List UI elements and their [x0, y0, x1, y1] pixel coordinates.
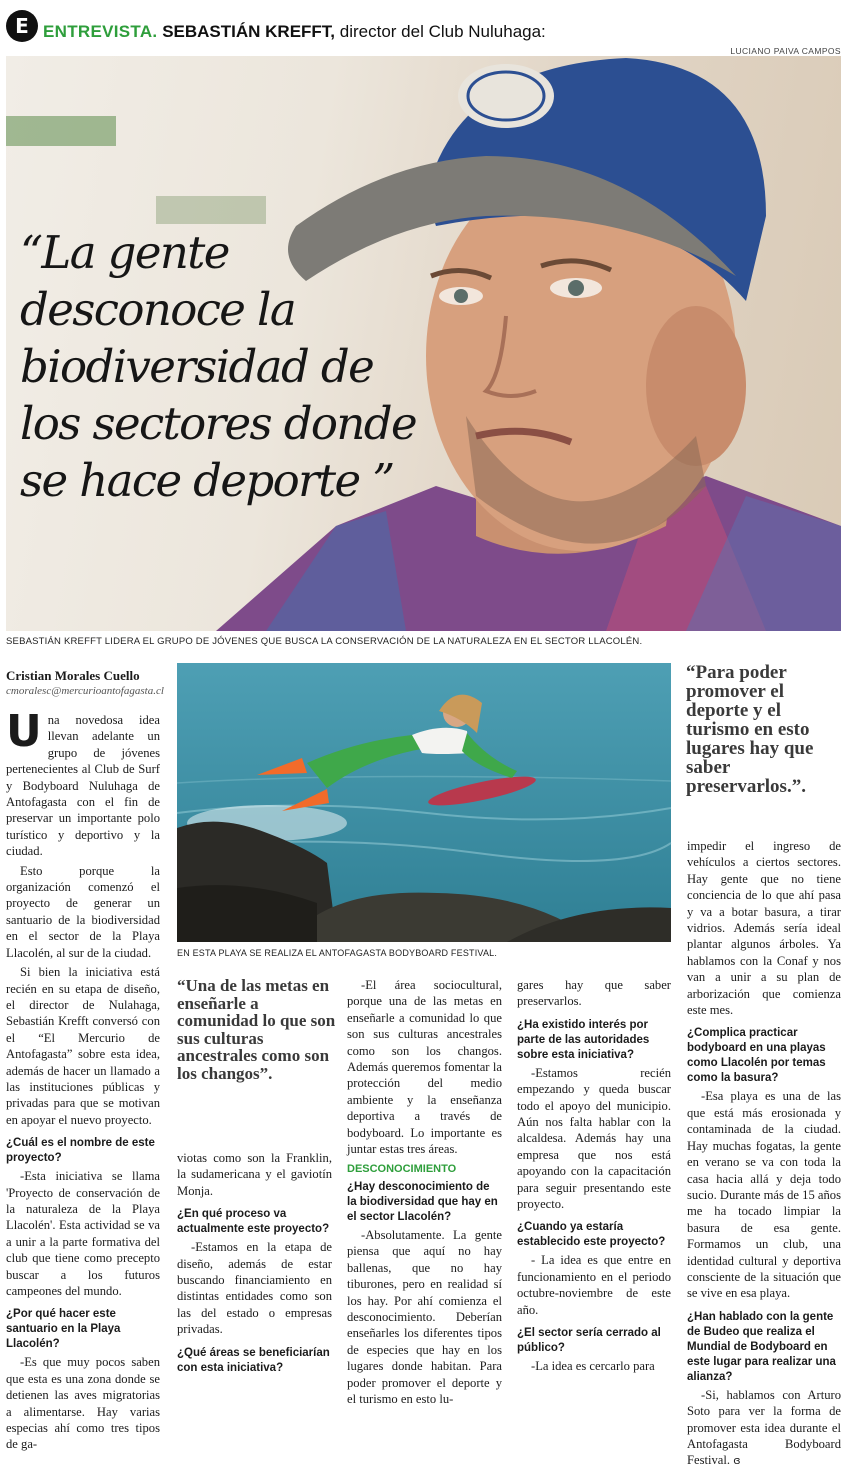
kicker-section: ENTREVISTA. [43, 22, 158, 41]
hero-photo [6, 56, 841, 631]
paragraph: viotas como son la Franklin, la sudamericana y el gaviotín Monja. [177, 1151, 332, 1198]
paragraph: -El área sociocultural, porque una de las metas en enseñarle a comunidad lo que son sus culturas ancestrales como son los changos. Además queremos fomentar la protección del medio ambiente y la enseñanza deportiva a través de bodyboard. Lo importante es juntar estas tres áreas. [347, 978, 502, 1157]
hero-caption: SEBASTIÁN KREFFT LIDERA EL GRUPO DE JÓVENES QUE BUSCA LA CONSERVACIÓN DE LA NATURALEZA EN EL SECTOR LLACOLÉN. [6, 636, 643, 647]
interview-answer: -Estamos en la etapa de diseño, además de estar buscando financiamiento en distintas entidades como son las del estado o empresas privadas. [177, 1240, 332, 1337]
section-badge: E [6, 10, 38, 42]
article-column-1 [6, 706, 160, 1456]
photo-credit: LUCIANO PAIVA CAMPOS [730, 46, 841, 56]
article-column-5 [687, 838, 841, 1473]
article-column-2 [177, 1150, 332, 1378]
pull-quote-middle: “Una de las metas en enseñarle a comunidad lo que son sus culturas ancestrales como son los changos”. [177, 976, 336, 1083]
kicker [43, 22, 546, 42]
headline-line: desconoce la [20, 283, 296, 336]
interview-answer: -Absolutamente. La gente piensa que aquí no hay ballenas, que no hay tiburones, pero en realidad sí los hay. Por ahí comienza el desconocimiento. Deberían enseñarles los diferentes tipos de especies que hay en los lugares donde habitan. Para poder promover el deporte y el turismo en esto lu- [347, 1227, 502, 1406]
interview-answer: -Es que muy pocos saben que esta es una zona donde se detienen las aves migratorias a alimentarse. Hay varias especias ahí como tres tipos de ga- [6, 1355, 160, 1452]
interview-question: ¿Cuál es el nombre de este proyecto? [6, 1137, 155, 1165]
article-column-3 [347, 977, 502, 1410]
interview-answer [687, 1387, 841, 1470]
kicker-role: director del Club Nuluhaga: [339, 22, 546, 41]
interview-answer: - La idea es que entre en funcionamiento en el periodo octubre-noviembre de este año. [517, 1253, 671, 1317]
lead-text: na novedosa idea llevan adelante un grupo de jóvenes pertenecientes al Club de Surf y Bodyboard Nuluhaga de Antofagasta con el fin de preservar un importante polo turístico y deportivo y la ciudad. [6, 713, 160, 859]
surf-caption: EN ESTA PLAYA SE REALIZA EL ANTOFAGASTA BODYBOARD FESTIVAL. [177, 948, 498, 958]
interview-question: ¿Qué áreas se beneficiarían con esta iniciativa? [177, 1346, 330, 1374]
headline-line: biodiversidad de [20, 340, 374, 393]
article-column-4 [517, 977, 671, 1378]
interview-question: ¿Cuando ya estaría establecido este proyecto? [517, 1221, 666, 1249]
paragraph: Si bien la iniciativa está recién en su etapa de diseño, el director de Nulahaga, Sebastián Krefft conversó con el “El Mercurio de Antofagasta” sobre esta idea, además de hacer un llamado a las instituciones públicas y privadas para que se motivan en apoyar el nuevo proyecto. [6, 965, 160, 1127]
interview-question: ¿En qué proceso va actualmente este proyecto? [177, 1208, 330, 1236]
kicker-name: SEBASTIÁN KREFFT, [162, 22, 336, 41]
interview-answer: -La idea es cercarlo para [531, 1359, 655, 1374]
interview-question: ¿Complica practicar bodyboard en una playas como Llacolén por temas como la basura? [687, 1027, 826, 1085]
paragraph: Esto porque la organización comenzó el proyecto de generar un santuario de la biodiversidad en el sector de la Playa Llacolén, al sur de la ciudad. [6, 863, 160, 960]
author-email[interactable]: cmoralesc@mercurioantofagasta.cl [6, 685, 164, 697]
interview-question: ¿Han hablado con la gente de Budeo que realiza el Mundial de Bodyboard en este lugar para realizar una alianza? [687, 1310, 836, 1383]
interview-answer: -Estamos recién empezando y queda buscar todo el apoyo del municipio. Aún nos falta hablar con la alcaldesa. Además hay una empresa que nos está apoyando con la capacitación para seguir presentando este proyecto. [517, 1065, 671, 1212]
headline-line: “La gente [20, 226, 229, 279]
interview-answer: -Esta iniciativa se llama 'Proyecto de conservación de la naturaleza de la Playa Llacolén'. Esta actividad se va a unir a la parte formativa del club que tiene como precepto buscar a los futuros campeones del mundo. [6, 1169, 160, 1298]
section-heading: DESCONOCIMIENTO [347, 1163, 457, 1176]
answer-text: -Si, hablamos con Arturo Soto para ver la forma de promover esta idea durante el Antofagasta Bodyboard Festival. [687, 1387, 841, 1468]
interview-question: ¿Por qué hacer este santuario en la Playa Llacolén? [6, 1308, 121, 1351]
headline [20, 224, 450, 509]
paragraph: impedir el ingreso de vehículos a ciertos sectores. Hay gente que no tiene conciencia de lo que ahí pasa y va a botar basura, a tirar vidrios. Además sería ideal plantar algunos árboles. Ya hablamos con la Conaf y nos van a unir a su plan de arborización que comienza este mes. [687, 839, 841, 1018]
lead-paragraph [6, 706, 160, 860]
pull-quote-right: “Para poder promover el deporte y el turismo en esto lugares hay que saber preservarlos.”. [686, 662, 814, 797]
bodyboarder-illustration [177, 663, 671, 942]
interview-answer: -Esa playa es una de las que está más erosionada y contaminada de la ciudad. Hay muchas fogatas, la gente en verano se va con toda la casa hacia allá y deja todo sucio. Durante más de 15 años me ha tocado limpiar la basura de esa gente. Formamos un club, una identidad cultural y deportiva consciente de la situación que se vive en esa playa. [687, 1089, 841, 1301]
article-header [6, 8, 841, 42]
headline-line: los sectores donde [20, 397, 417, 450]
paragraph: gares hay que saber preservarlos. [517, 978, 671, 1009]
interview-question: ¿El sector sería cerrado al público? [517, 1327, 661, 1355]
end-mark-icon: ɞ [733, 1454, 741, 1468]
headline-line: se hace deporte ” [20, 454, 394, 507]
drop-cap: U [6, 706, 42, 757]
interview-question: ¿Ha existido interés por parte de las autoridades sobre esta iniciativa? [517, 1018, 650, 1061]
interview-question: ¿Hay desconocimiento de la biodiversidad que hay en el sector Llacolén? [347, 1180, 498, 1223]
author-name: Cristian Morales Cuello [6, 668, 140, 683]
surf-photo [177, 663, 671, 942]
